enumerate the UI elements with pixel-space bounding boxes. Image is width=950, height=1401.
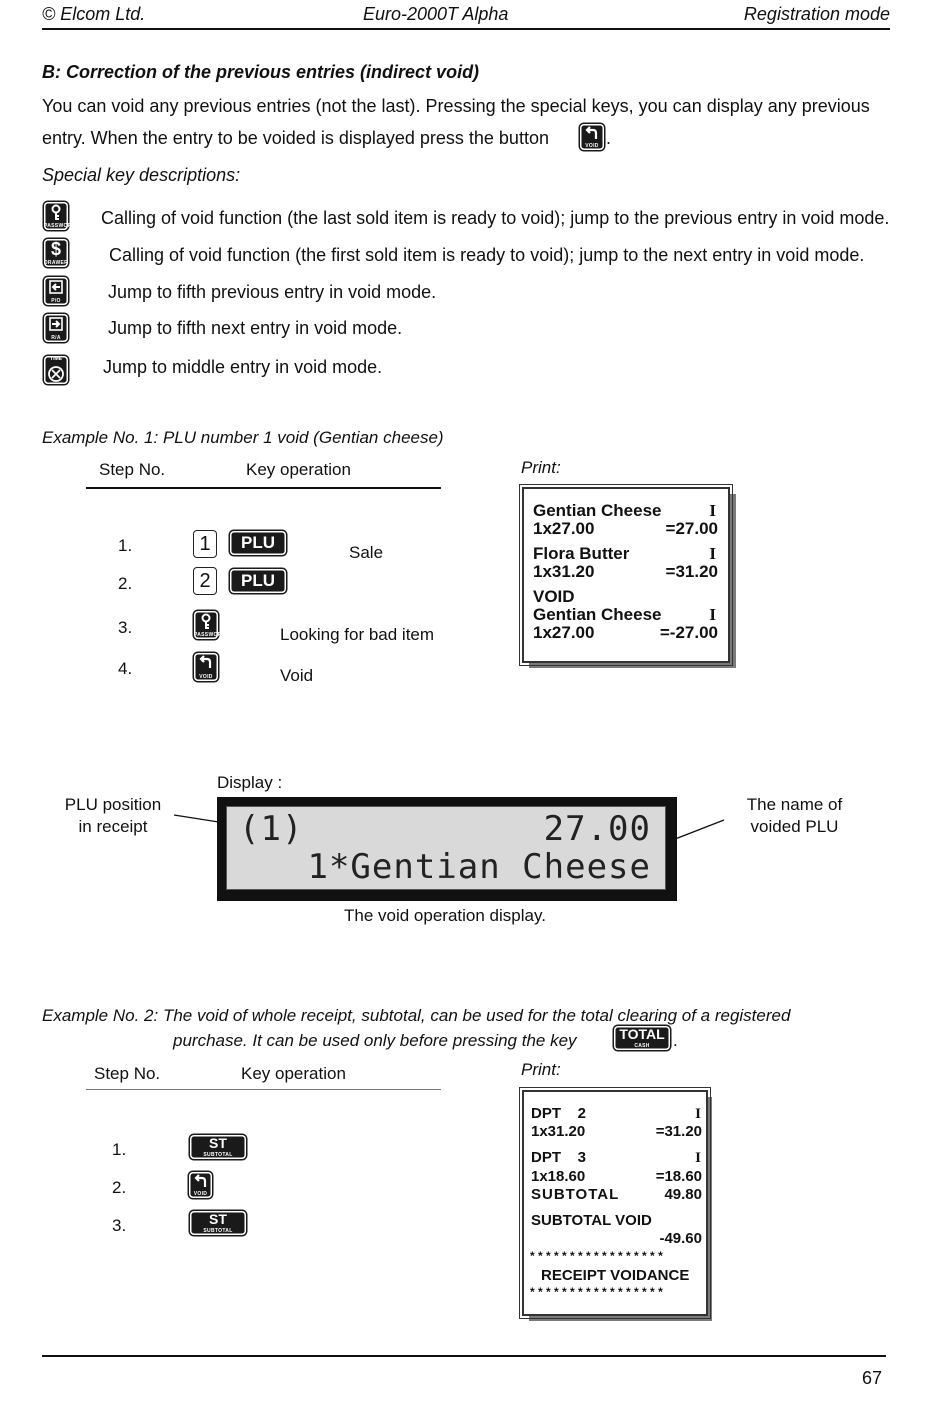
example1-col-key: Key operation: [246, 460, 351, 479]
special-key-desc-3: Jump to fifth previous entry in void mode.: [108, 282, 437, 302]
example1-step-3: 3.: [118, 618, 133, 637]
void-key-icon: VOID: [580, 124, 604, 150]
lcd-display: [217, 797, 677, 901]
intro-line-1: You can void any previous entries (not the last). Pressing the special keys, you can display any previous: [42, 96, 870, 116]
example2-table-rule: [86, 1089, 441, 1090]
example2-step-3: 3.: [112, 1216, 127, 1235]
header-left: © Elcom Ltd.: [42, 4, 146, 24]
footer-rule: [42, 1355, 886, 1357]
example1-step-4-desc: Void: [280, 666, 314, 685]
total-key-icon: TOTAL CASH: [614, 1026, 670, 1050]
receipt-example-2: DPT 2 I 1x31.20 =31.20 DPT 3 I 1x18.60 =18.60 SUBTOTAL 49.80 SUBTOTAL VOID -49.60 * * * * * * * * * * * * * * * * * RECEIPT VOIDANCE * * * * * * * * * * * * * * * * *: [522, 1090, 708, 1316]
example1-step-4: 4.: [118, 659, 133, 678]
subtotal-key-icon: ST SUBTOTAL: [190, 1211, 246, 1235]
example1-step-3-desc: Looking for bad item: [280, 625, 435, 644]
special-keys-label: Special key descriptions:: [42, 165, 241, 185]
special-key-desc-1: Calling of void function (the last sold item is ready to void); jump to the previous entry in void mode.: [101, 208, 890, 228]
example2-step-2: 2.: [112, 1178, 127, 1197]
special-key-desc-4: Jump to fifth next entry in void mode.: [108, 318, 403, 338]
header-right: Registration mode: [743, 4, 890, 24]
special-key-desc-2: Calling of void function (the first sold item is ready to void); jump to the next entry in void mode.: [109, 245, 865, 265]
subtotal-key-icon: ST SUBTOTAL: [190, 1135, 246, 1159]
intro-text: entry. When the entry to be voided is displayed press the button: [42, 128, 549, 148]
void-key-icon: VOID: [189, 1172, 212, 1198]
example2-title-line1: Example No. 2: The void of whole receipt, subtotal, can be used for the total clearing of a registered: [42, 1006, 791, 1025]
example1-col-step: Step No.: [99, 460, 166, 479]
lcd-item-name: 1*Gentian Cheese: [307, 847, 651, 887]
display-label: Display :: [217, 773, 283, 792]
time-key-icon: TIME: [44, 356, 68, 384]
special-key-desc-5: Jump to middle entry in void mode.: [103, 357, 383, 377]
example2-title-line2: purchase. It can be used only before pressing the key: [173, 1031, 577, 1050]
section-title: B: Correction of the previous entries (indirect void): [42, 62, 480, 82]
example1-title: Example No. 1: PLU number 1 void (Gentian cheese): [42, 428, 444, 447]
example1-step-1: 1.: [118, 536, 133, 555]
example2-col-step: Step No.: [94, 1064, 161, 1083]
plu-key: PLU: [230, 569, 286, 593]
plu-position-callout: PLU position in receipt: [64, 795, 162, 836]
display-caption: The void operation display.: [344, 906, 546, 925]
header-center: Euro-2000T Alpha: [363, 4, 509, 24]
example1-step-2: 2.: [118, 574, 133, 593]
example1-print-label: Print:: [521, 458, 561, 477]
lcd-amount: 27.00: [543, 809, 651, 849]
digit-1-key: 1: [193, 530, 217, 558]
plu-key: PLU: [230, 531, 286, 555]
example2-print-label: Print:: [521, 1060, 561, 1079]
digit-2-key: 2: [193, 567, 217, 595]
example2-step-1: 1.: [112, 1140, 127, 1159]
receipt-example-1: Gentian Cheese I 1x27.00 =27.00 Flora Butter I 1x31.20 =31.20 VOID Gentian Cheese I 1x27.00 =-27.00: [522, 487, 730, 663]
password-key-icon: PASSWORD: [44, 202, 68, 230]
void-key-icon: VOID: [194, 653, 218, 681]
lcd-position: (1): [239, 809, 304, 849]
example1-step-1-desc: Sale: [349, 543, 384, 562]
plu-name-callout: The name of voided PLU: [746, 795, 843, 836]
password-key-icon: PASSWORD: [194, 611, 218, 639]
example2-col-key: Key operation: [241, 1064, 346, 1083]
fifth-next-key-icon: R/A: [44, 314, 68, 342]
fifth-previous-key-icon: P/O: [44, 277, 68, 305]
page-number: 67: [861, 1368, 882, 1388]
drawer-key-icon: $ DRAWER: [44, 239, 69, 266]
